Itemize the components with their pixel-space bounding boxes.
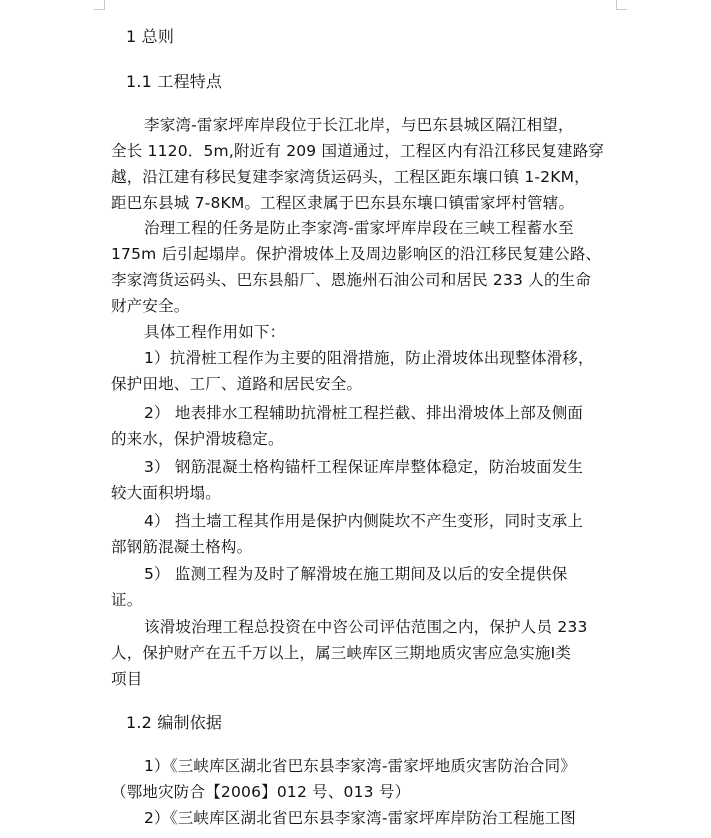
list-item-continuation: 的来水，保护滑坡稳定。: [111, 430, 284, 448]
paragraph-line: 项目: [111, 670, 143, 688]
section-heading-project-features: 1.1 工程特点: [126, 72, 223, 91]
section-heading-compilation-basis: 1.2 编制依据: [126, 713, 223, 732]
basis-item-continuation: （鄂地灾防合【2006】012 号、013 号）: [111, 783, 411, 801]
paragraph-line: 李家湾-雷家坪库岸段位于长江北岸，与巴东县城区隔江相望，: [144, 116, 574, 134]
list-item: 2） 地表排水工程辅助抗滑桩工程拦截、排出滑坡体上部及侧面: [144, 404, 584, 422]
paragraph-line: 人，保护财产在五千万以上，属三峡库区三期地质灾害应急实施Ⅰ类: [111, 644, 572, 662]
paragraph-line: 越，沿江建有移民复建李家湾货运码头，工程区距东壤口镇 1-2KM，: [111, 168, 590, 186]
list-item-continuation: 证。: [111, 591, 143, 609]
list-item: 1）抗滑桩工程作为主要的阻滑措施，防止滑坡体出现整体滑移，: [144, 349, 594, 367]
crop-mark-top-right-v: [616, 0, 617, 9]
paragraph-line: 财产安全。: [111, 297, 190, 315]
list-item: 5） 监测工程为及时了解滑坡在施工期间及以后的安全提供保: [144, 565, 568, 583]
paragraph-line: 全长 1120．5m,附近有 209 国道通过，工程区内有沿江移民复建路穿: [111, 142, 605, 160]
heading-general: 1 总则: [126, 27, 175, 46]
paragraph-line: 具体工程作用如下：: [144, 323, 286, 341]
list-item-continuation: 较大面积坍塌。: [111, 484, 221, 502]
list-item-continuation: 部钢筋混凝土格构。: [111, 538, 253, 556]
crop-mark-top-left-v: [104, 0, 105, 9]
list-item-continuation: 保护田地、工厂、道路和居民安全。: [111, 375, 363, 393]
crop-mark-top-right-h: [616, 9, 627, 10]
list-item: 3） 钢筋混凝土格构锚杆工程保证库岸整体稳定，防治坡面发生: [144, 458, 584, 476]
paragraph-line: 该滑坡治理工程总投资在中咨公司评估范围之内，保护人员 233: [144, 618, 588, 636]
basis-item: 2）《三峡库区湖北省巴东县李家湾-雷家坪库岸防治工程施工图: [144, 809, 577, 827]
paragraph-line: 李家湾货运码头、巴东县船厂、恩施州石油公司和居民 233 人的生命: [111, 271, 592, 289]
list-item: 4） 挡土墙工程其作用是保护内侧陡坎不产生变形，同时支承上: [144, 512, 584, 530]
crop-mark-top-left-h: [94, 9, 105, 10]
paragraph-line: 治理工程的任务是防止李家湾-雷家坪库岸段在三峡工程蓄水至: [144, 219, 574, 237]
paragraph-line: 距巴东县城 7-8KM。工程区隶属于巴东县东壤口镇雷家坪村管辖。: [111, 194, 575, 212]
basis-item: 1）《三峡库区湖北省巴东县李家湾-雷家坪地质灾害防治合同》: [144, 757, 577, 775]
paragraph-line: 175m 后引起塌岸。保护滑坡体上及周边影响区的沿江移民复建公路、: [111, 245, 602, 263]
